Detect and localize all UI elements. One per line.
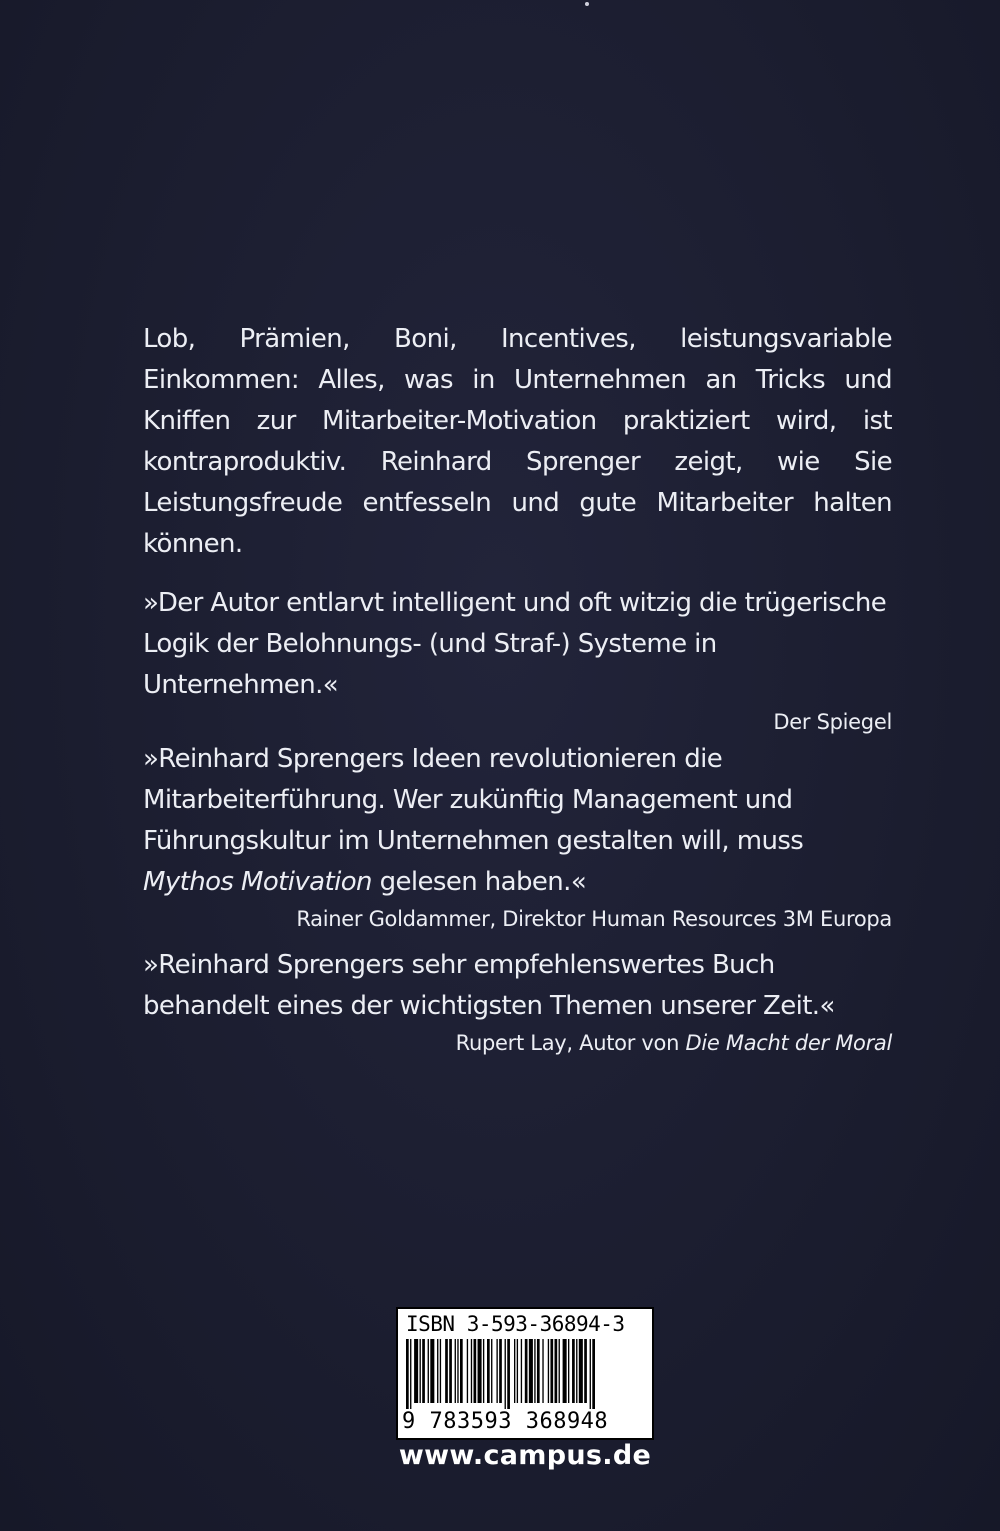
publisher-website: www.campus.de — [398, 1440, 652, 1471]
barcode-bar — [460, 1339, 463, 1403]
ean-number: 9 783593 368948 — [402, 1409, 609, 1434]
barcode-bar — [537, 1339, 540, 1403]
attribution-author: Rupert Lay, Autor von — [455, 1031, 686, 1055]
barcode-bar — [517, 1339, 518, 1403]
barcode-bar — [505, 1339, 506, 1409]
barcode-bar — [590, 1339, 591, 1409]
barcode-bar — [534, 1339, 535, 1403]
barcode-bar — [572, 1339, 575, 1403]
barcode-bar — [592, 1339, 595, 1409]
barcode-bar — [455, 1339, 456, 1403]
barcode-bar — [487, 1339, 490, 1403]
barcode-bar — [445, 1339, 448, 1403]
barcode-bar — [420, 1339, 421, 1403]
barcode-bar — [514, 1339, 515, 1403]
barcode-bar — [428, 1339, 429, 1403]
quote-text: »Der Autor entlarvt intelligent und oft witzig die trügerische Logik der Belohnungs- (und Straf-) Systeme in Unternehmen.« — [143, 588, 887, 700]
barcode-bar — [563, 1339, 567, 1403]
review-quote-3 — [143, 945, 895, 1059]
barcode-bar — [559, 1339, 560, 1403]
quote-text — [143, 739, 895, 903]
barcode-bar — [555, 1339, 558, 1403]
barcode-bar — [471, 1339, 472, 1403]
barcode-bar — [576, 1339, 577, 1403]
quote-attribution: Der Spiegel — [773, 710, 892, 734]
isbn-number: ISBN 3-593-36894-3 — [406, 1312, 625, 1336]
barcode-bar — [496, 1339, 497, 1403]
barcode-bar — [437, 1339, 438, 1403]
review-quote-1 — [143, 583, 895, 738]
barcode-bar — [499, 1339, 502, 1403]
isbn-barcode — [396, 1307, 654, 1440]
barcode-bar — [410, 1339, 411, 1409]
barcode-bar — [521, 1339, 522, 1403]
barcode-bar — [414, 1339, 418, 1403]
barcode-bar — [491, 1339, 492, 1403]
barcode-bar — [584, 1339, 587, 1403]
quoted-book-title: Mythos Motivation — [143, 867, 372, 897]
barcode-bar — [474, 1339, 477, 1403]
quote-text: »Reinhard Sprengers sehr empfehlenswertes Buch behandelt eines der wichtigsten Themen unserer Zeit.« — [143, 950, 835, 1021]
barcode-bar — [507, 1339, 510, 1409]
quote-attribution — [143, 1027, 895, 1059]
attribution-book-title: Die Macht der Moral — [685, 1031, 892, 1055]
barcode-bar — [478, 1339, 482, 1403]
quote-text-start: »Reinhard Sprengers Ideen revolutionieren die Mitarbeiterführung. Wer zukünftig Management und Führungskultur im Unternehmen gestalten will, muss — [143, 744, 804, 856]
barcode-bar — [568, 1339, 569, 1403]
barcode-bar — [550, 1339, 553, 1403]
barcode-bar — [457, 1339, 458, 1403]
barcode-bar — [422, 1339, 425, 1403]
barcode-bar — [440, 1339, 441, 1403]
barcode-bar — [430, 1339, 434, 1403]
barcode-bar — [542, 1339, 543, 1403]
barcode-bar — [548, 1339, 549, 1403]
barcode-bar — [406, 1339, 409, 1409]
barcode-bar — [525, 1339, 528, 1403]
barcode-bar — [449, 1339, 452, 1403]
review-quote-2 — [143, 739, 895, 935]
quote-attribution: Rainer Goldammer, Direktor Human Resources 3M Europa — [296, 907, 892, 931]
barcode-bar — [579, 1339, 583, 1403]
quote-text-end: gelesen haben.« — [371, 867, 587, 897]
blurb-text: Lob, Prämien, Boni, Incentives, leistungsvariable Einkommen: Alles, was in Unternehmen an Tricks und Kniffen zur Mitarbeiter-Motivation praktiziert wird, ist kontraproduktiv. Reinhard Sprenger zeigt, wie Sie Leistungsfreude entfesseln und gute Mitarbeiter halten können. — [143, 324, 892, 559]
dust-speck — [585, 2, 589, 6]
barcode-bar — [467, 1339, 468, 1403]
barcode-bar — [529, 1339, 533, 1403]
barcode-bars — [404, 1339, 648, 1409]
barcode-bar — [483, 1339, 484, 1403]
